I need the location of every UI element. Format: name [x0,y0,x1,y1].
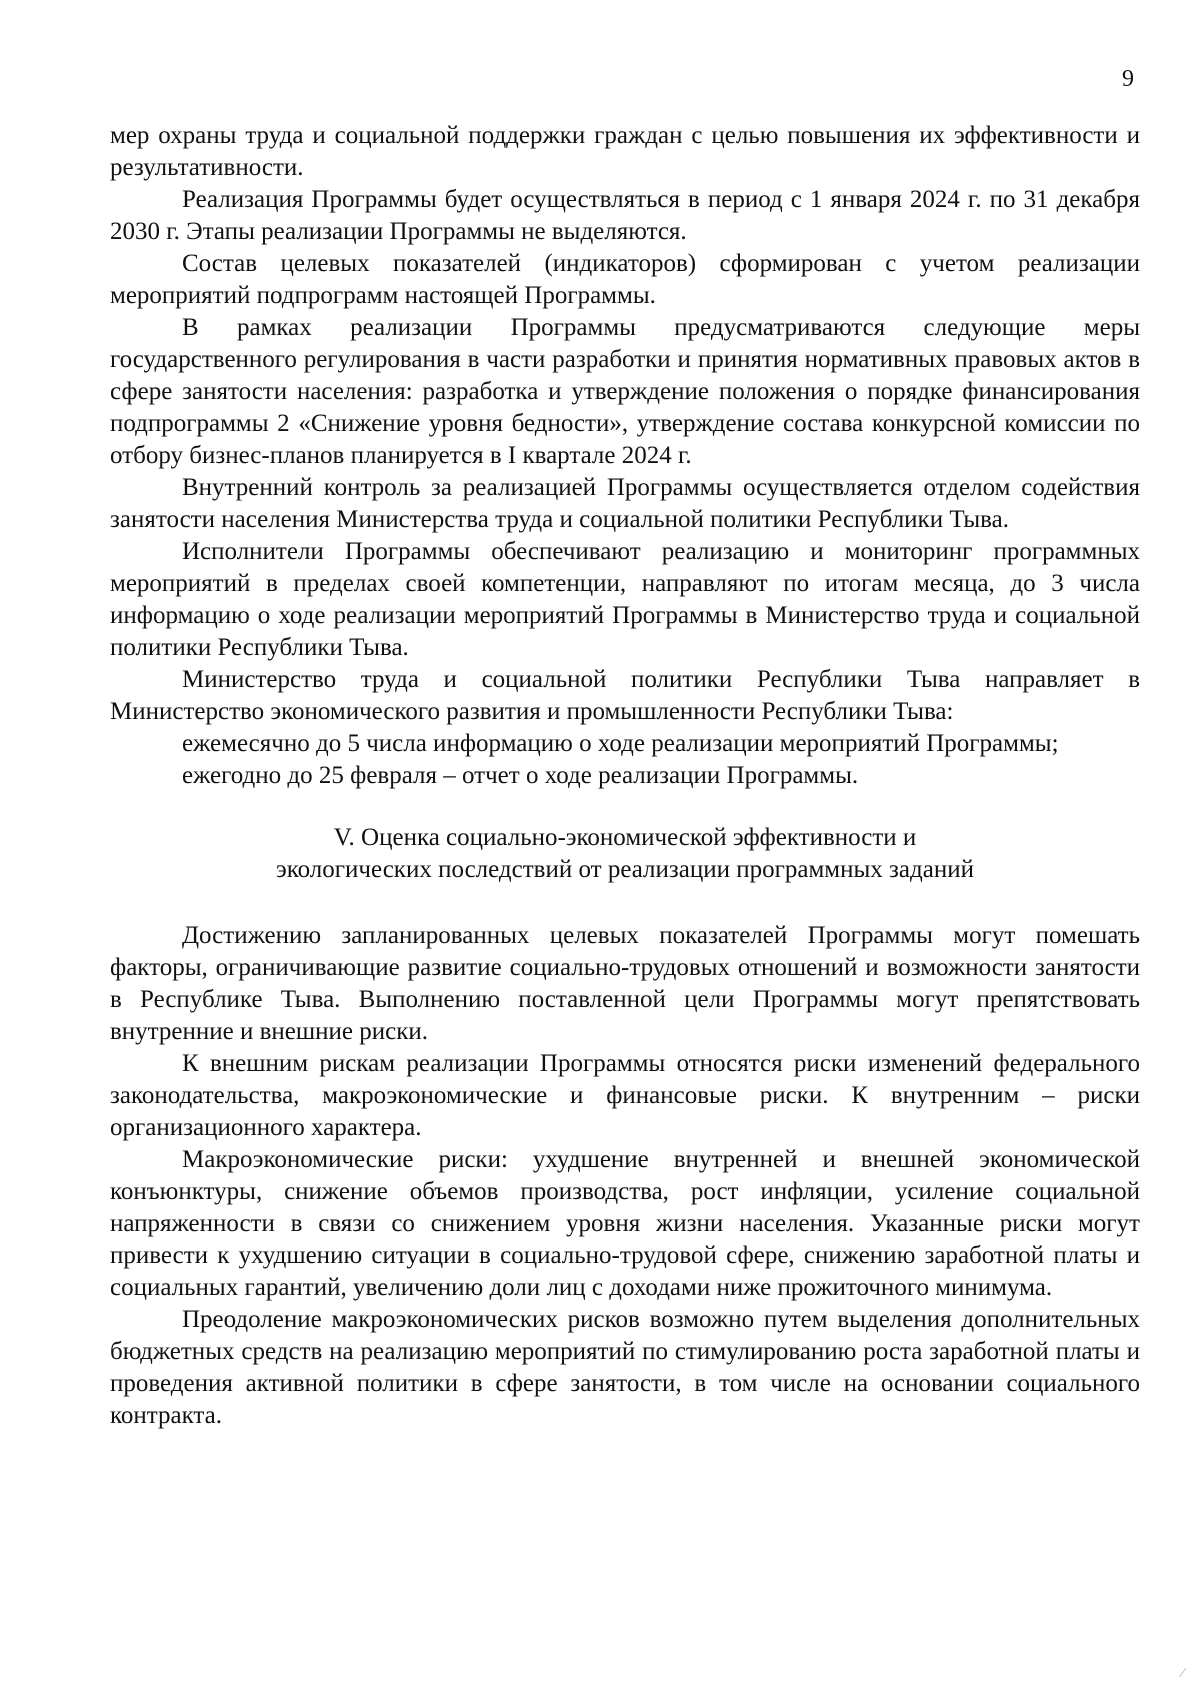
paragraph-internal-control: Внутренний контроль за реализацией Программы осуществляется отделом содействия занятости населения Министерства труда и социальной политики Республики Тыва. [110,474,1140,533]
paragraph-annual-report: ежегодно до 25 февраля – отчет о ходе реализации Программы. [182,762,859,789]
paragraph-overcoming-risks: Преодоление макроэкономических рисков возможно путем выделения дополнительных бюджетных средств на реализацию мероприятий по стимулированию роста заработной платы и проведения активной политики в сфере занятости, в том числе на основании социального контракта. [110,1306,1140,1429]
paragraph-regulation-measures: В рамках реализации Программы предусматриваются следующие меры государственного регулирования в части разработки и принятия нормативных правовых актов в сфере занятости населения: разработка и утверждение положения о порядке финансирования подпрограммы 2 «Снижение уровня бедности», утверждение состава конкурсной комиссии по отбору бизнес-планов планируется в I квартале 2024 г. [110,314,1140,469]
paragraph-external-risks: К внешним рискам реализации Программы относятся риски изменений федерального законодательства, макроэкономические и финансовые риски. К внутренним – риски организационного характера. [110,1050,1140,1141]
paragraph-factors: Достижению запланированных целевых показателей Программы могут помешать факторы, ограничивающие развитие социально-трудовых отношений и возможности занятости в Республике Тыва. Выполнению поставленной цели Программы могут препятствовать внутренние и внешние риски. [110,922,1140,1045]
section-heading [110,822,1140,886]
paragraph-macroeconomic-risks: Макроэкономические риски: ухудшение внутренней и внешней экономической конъюнктуры, снижение объемов производства, рост инфляции, усиление социальной напряженности в связи со снижением уровня жизни населения. Указанные риски могут привести к ухудшению ситуации в социально-трудовой сфере, снижению заработной платы и социальных гарантий, увеличению доли лиц с доходами ниже прожиточного минимума. [110,1146,1140,1301]
page-number: 9 [1122,66,1134,92]
paragraph-indicators: Состав целевых показателей (индикаторов) сформирован с учетом реализации мероприятий подпрограмм настоящей Программы. [110,250,1140,309]
section-heading-line-1: V. Оценка социально-экономической эффективности и [333,824,917,851]
section-heading-line-2: экологических последствий от реализации программных заданий [276,856,974,883]
paragraph-continuation: мер охраны труда и социальной поддержки граждан с целью повышения их эффективности и результативности. [110,122,1140,181]
paragraph-monthly-report: ежемесячно до 5 числа информацию о ходе реализации мероприятий Программы; [182,730,1059,757]
paragraph-executors: Исполнители Программы обеспечивают реализацию и мониторинг программных мероприятий в пределах своей компетенции, направляют по итогам месяца, до 3 числа информацию о ходе реализации мероприятий Программы в Министерство труда и социальной политики Республики Тыва. [110,538,1140,661]
scan-artifact-mark: ⁄ [1181,1666,1184,1681]
paragraph-ministry-reporting: Министерство труда и социальной политики Республики Тыва направляет в Министерство экономического развития и промышленности Республики Тыва: [110,666,1140,725]
document-body [110,120,1140,1432]
paragraph-implementation-period: Реализация Программы будет осуществляться в период с 1 января 2024 г. по 31 декабря 2030 г. Этапы реализации Программы не выделяются. [110,186,1140,245]
